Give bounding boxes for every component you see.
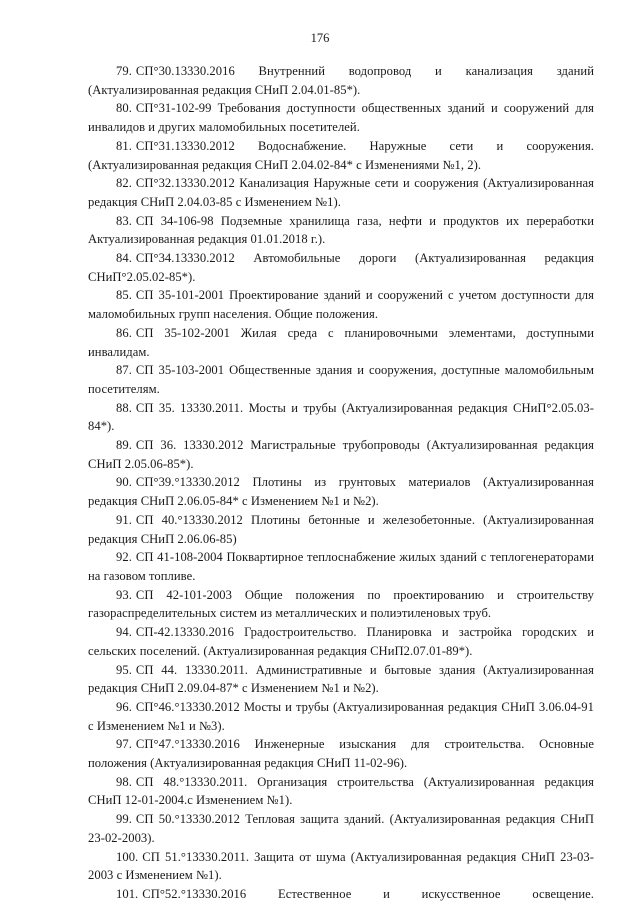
list-item-number: 98. [116,774,132,789]
list-item-number: 92. [116,550,132,565]
list-item-number: 96. [116,699,132,714]
list-item [88,548,594,585]
list-item-text: СП 36. 13330.2012 Магистральные трубопроводы (Актуализированная редакция СНиП 2.05.06-85*). [88,438,594,471]
list-item-text: СП°39.°13330.2012 Плотины из грунтовых материалов (Актуализированная редакция СНиП 2.06.05-84* с Изменением №1 и №2). [88,475,594,509]
references-list [88,62,594,904]
list-item-text: СП 35-101-2001 Проектирование зданий и сооружений с учетом доступности для маломобильных групп населения. Общие положения. [88,288,594,322]
list-item [88,773,594,810]
list-item [88,473,594,510]
list-item-number: 90. [116,475,132,490]
list-item-number: 83. [116,213,132,228]
list-item-text: СП 35-103-2001 Общественные здания и сооружения, доступные маломобильным посетителям. [88,363,594,396]
list-item-number: 79. [116,64,132,78]
list-item-text: СП°34.13330.2012 Автомобильные дороги (Актуализированная редакция СНиП°2.05.02-85*). [88,251,594,284]
list-item-text: СП 40.°13330.2012 Плотины бетонные и железобетонные. (Актуализированная редакция СНиП 2.06.06-85) [88,512,594,546]
list-item [88,810,594,847]
list-item-number: 85. [116,288,132,303]
list-item-text: СП 50.°13330.2012 Тепловая защита зданий. (Актуализированная редакция СНиП 23-02-2003). [88,812,594,845]
list-item-text: СП°32.13330.2012 Канализация Наружные сети и сооружения (Актуализированная редакция СНиП 2.04.03-85 с Изменением №1). [88,176,594,209]
list-item [88,885,594,904]
list-item-number: 91. [116,512,132,527]
list-item [88,586,594,623]
list-item [88,137,594,174]
list-item-text: СП 51.°13330.2011. Защита от шума (Актуализированная редакция СНиП 23-03-2003 с Изменением №1). [88,849,594,883]
list-item-text: СП°47.°13330.2016 Инженерные изыскания для строительства. Основные положения (Актуализированная редакция СНиП 11-02-96). [88,737,594,771]
list-item [88,99,594,136]
list-item [88,436,594,473]
list-item-number: 100. [116,849,139,864]
list-item-text: СП 35. 13330.2011. Мосты и трубы (Актуализированная редакция СНиП°2.05.03-84*). [88,400,594,434]
list-item-text: СП 42-101-2003 Общие положения по проектированию и строительству газораспределительных систем из металлических и полиэтиленовых труб. [88,587,594,621]
list-item-text: СП°31.13330.2012 Водоснабжение. Наружные сети и сооружения. (Актуализированная редакция СНиП 2.04.02-84* с Изменениями №1, 2). [88,138,594,172]
list-item-number: 86. [116,325,132,340]
list-item-number: 101. [116,886,139,901]
list-item [88,361,594,398]
list-item-number: 87. [116,363,132,378]
list-item-text: СП 35-102-2001 Жилая среда с планировочными элементами, доступными инвалидам. [88,325,594,359]
list-item [88,511,594,548]
list-item [88,249,594,286]
list-item-text: СП 41-108-2004 Поквартирное теплоснабжение жилых зданий с теплогенераторами на газовом топливе. [88,550,594,583]
list-item-text: СП-42.13330.2016 Градостроительство. Планировка и застройка городских и сельских поселений. (Актуализированная редакция СНиП2.07.01-89*). [88,625,594,658]
list-item-text: СП°31-102-99 Требования доступности общественных зданий и сооружений для инвалидов и других маломобильных посетителей. [88,101,594,135]
list-item-number: 89. [116,438,132,453]
list-item-number: 81. [116,138,132,153]
list-item [88,623,594,660]
list-item-number: 99. [116,812,132,827]
list-item [88,399,594,436]
list-item [88,848,594,885]
list-item-number: 88. [116,400,132,415]
list-item-number: 82. [116,176,132,191]
list-item-number: 84. [116,251,132,266]
list-item-number: 95. [116,662,132,677]
list-item-text: СП 48.°13330.2011. Организация строительства (Актуализированная редакция СНиП 12-01-2004.с Изменением №1). [88,774,594,808]
list-item [88,212,594,249]
list-item [88,324,594,361]
list-item-text: СП°46.°13330.2012 Мосты и трубы (Актуализированная редакция СНиП 3.06.04-91 с Изменением №1 и №3). [88,699,594,733]
list-item-number: 97. [116,737,132,752]
list-item [88,174,594,211]
list-item-text: СП°30.13330.2016 Внутренний водопровод и канализация зданий (Актуализированная редакция СНиП 2.04.01-85*). [88,64,594,97]
list-item-text: СП 34-106-98 Подземные хранилища газа, нефти и продуктов их переработки Актуализированная редакция 01.01.2018 г.). [88,213,594,247]
list-item-text: СП 44. 13330.2011. Административные и бытовые здания (Актуализированная редакция СНиП 2.09.04-87* с Изменением №1 и №2). [88,662,594,696]
list-item [88,286,594,323]
list-item [88,698,594,735]
list-item-number: 80. [116,101,132,116]
list-item-text: СП°52.°13330.2016 Естественное и искусственное освещение. [142,886,594,901]
list-item-number: 94. [116,625,132,640]
page-number: 176 [310,31,330,45]
list-item [88,661,594,698]
list-item [88,62,594,99]
list-item [88,735,594,772]
list-item-number: 93. [116,587,132,602]
